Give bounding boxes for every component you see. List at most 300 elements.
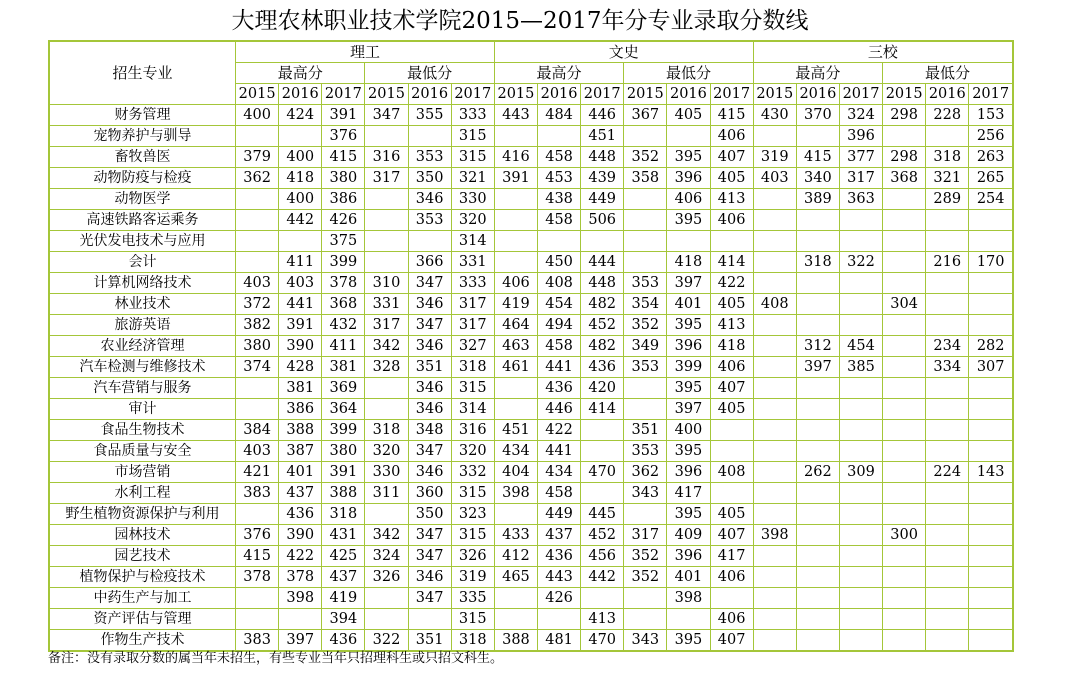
- score-cell: 263: [969, 147, 1013, 168]
- score-cell: 343: [624, 483, 667, 504]
- score-cell: [883, 126, 926, 147]
- score-cell: 415: [322, 147, 365, 168]
- score-cell: 347: [408, 588, 451, 609]
- score-cell: [883, 420, 926, 441]
- score-cell: [926, 483, 969, 504]
- score-cell: 397: [796, 357, 839, 378]
- score-cell: 413: [710, 315, 753, 336]
- table-row: [49, 504, 1013, 525]
- year-header: 2017: [322, 84, 365, 105]
- table-row: [49, 588, 1013, 609]
- score-cell: 318: [796, 252, 839, 273]
- score-cell: [839, 294, 882, 315]
- score-cell: [494, 231, 537, 252]
- score-cell: 381: [322, 357, 365, 378]
- score-cell: 383: [236, 483, 279, 504]
- score-cell: 315: [451, 525, 494, 546]
- score-cell: [796, 420, 839, 441]
- score-cell: 387: [279, 441, 322, 462]
- score-cell: [753, 126, 796, 147]
- score-cell: 309: [839, 462, 882, 483]
- score-cell: 354: [624, 294, 667, 315]
- score-cell: [581, 441, 624, 462]
- score-cell: [753, 210, 796, 231]
- score-cell: [753, 609, 796, 630]
- score-cell: 170: [969, 252, 1013, 273]
- score-cell: 409: [667, 525, 710, 546]
- score-cell: [796, 231, 839, 252]
- major-name-cell: 食品质量与安全: [49, 441, 236, 462]
- score-cell: 265: [969, 168, 1013, 189]
- table-row: [49, 567, 1013, 588]
- score-cell: [236, 609, 279, 630]
- score-cell: [839, 231, 882, 252]
- score-cell: [883, 231, 926, 252]
- table-row: [49, 210, 1013, 231]
- score-cell: 351: [408, 630, 451, 652]
- score-cell: 484: [538, 105, 581, 126]
- score-cell: 312: [796, 336, 839, 357]
- score-cell: [365, 210, 408, 231]
- score-cell: [926, 420, 969, 441]
- score-cell: [839, 588, 882, 609]
- score-cell: 395: [667, 315, 710, 336]
- score-cell: [883, 252, 926, 273]
- score-cell: [624, 252, 667, 273]
- score-cell: 324: [365, 546, 408, 567]
- score-cell: [969, 504, 1013, 525]
- score-cell: 453: [538, 168, 581, 189]
- score-cell: 333: [451, 105, 494, 126]
- score-cell: 458: [538, 483, 581, 504]
- score-cell: [494, 189, 537, 210]
- score-cell: 400: [667, 420, 710, 441]
- score-cell: 413: [710, 189, 753, 210]
- score-cell: [494, 252, 537, 273]
- table-row: [49, 357, 1013, 378]
- table-row: [49, 315, 1013, 336]
- score-cell: [365, 252, 408, 273]
- score-cell: [624, 609, 667, 630]
- score-cell: 366: [408, 252, 451, 273]
- score-cell: 349: [624, 336, 667, 357]
- score-cell: 298: [883, 147, 926, 168]
- score-cell: 390: [279, 525, 322, 546]
- score-cell: 382: [236, 315, 279, 336]
- score-cell: 262: [796, 462, 839, 483]
- score-cell: 441: [279, 294, 322, 315]
- score-cell: [926, 210, 969, 231]
- score-cell: 353: [624, 273, 667, 294]
- score-cell: [365, 609, 408, 630]
- score-cell: [538, 231, 581, 252]
- score-cell: [883, 210, 926, 231]
- score-cell: [408, 231, 451, 252]
- score-cell: 396: [839, 126, 882, 147]
- table-row: [49, 609, 1013, 630]
- year-header: 2016: [796, 84, 839, 105]
- score-cell: 395: [667, 504, 710, 525]
- major-name-cell: 旅游英语: [49, 315, 236, 336]
- score-cell: 400: [236, 105, 279, 126]
- score-cell: [883, 630, 926, 652]
- score-cell: 346: [408, 378, 451, 399]
- score-cell: 411: [322, 336, 365, 357]
- score-cell: 452: [581, 525, 624, 546]
- score-cell: 381: [279, 378, 322, 399]
- score-cell: [753, 504, 796, 525]
- score-cell: 406: [710, 609, 753, 630]
- score-cell: [753, 588, 796, 609]
- score-cell: [581, 231, 624, 252]
- score-cell: 346: [408, 462, 451, 483]
- score-cell: 481: [538, 630, 581, 652]
- score-cell: 342: [365, 336, 408, 357]
- major-name-cell: 中药生产与加工: [49, 588, 236, 609]
- score-cell: 370: [796, 105, 839, 126]
- score-cell: 463: [494, 336, 537, 357]
- score-cell: [494, 126, 537, 147]
- table-row: [49, 147, 1013, 168]
- score-cell: [365, 504, 408, 525]
- score-cell: 317: [451, 294, 494, 315]
- score-cell: 398: [667, 588, 710, 609]
- score-cell: 417: [667, 483, 710, 504]
- score-cell: [365, 588, 408, 609]
- score-cell: [839, 315, 882, 336]
- major-name-cell: 光伏发电技术与应用: [49, 231, 236, 252]
- group-header-science: 理工: [236, 41, 495, 63]
- score-cell: 216: [926, 252, 969, 273]
- score-cell: [926, 546, 969, 567]
- major-name-cell: 林业技术: [49, 294, 236, 315]
- score-cell: 465: [494, 567, 537, 588]
- score-cell: [926, 399, 969, 420]
- score-cell: 396: [667, 168, 710, 189]
- subgroup-header-min: 最低分: [883, 63, 1013, 84]
- score-cell: 340: [796, 168, 839, 189]
- score-cell: 437: [279, 483, 322, 504]
- score-cell: 383: [236, 630, 279, 652]
- year-header: 2015: [753, 84, 796, 105]
- score-cell: 391: [494, 168, 537, 189]
- score-cell: 346: [408, 336, 451, 357]
- score-cell: [494, 378, 537, 399]
- score-cell: [883, 567, 926, 588]
- score-cell: [969, 399, 1013, 420]
- table-row: [49, 525, 1013, 546]
- score-cell: [365, 231, 408, 252]
- major-name-cell: 高速铁路客运乘务: [49, 210, 236, 231]
- score-cell: 398: [279, 588, 322, 609]
- score-cell: 405: [667, 105, 710, 126]
- score-cell: 426: [538, 588, 581, 609]
- score-cell: 363: [839, 189, 882, 210]
- score-cell: 446: [538, 399, 581, 420]
- score-cell: [710, 588, 753, 609]
- score-cell: 378: [236, 567, 279, 588]
- score-cell: [581, 420, 624, 441]
- score-cell: 343: [624, 630, 667, 652]
- score-cell: 432: [322, 315, 365, 336]
- major-name-cell: 动物医学: [49, 189, 236, 210]
- score-cell: 396: [667, 546, 710, 567]
- score-cell: [624, 504, 667, 525]
- score-cell: 434: [494, 441, 537, 462]
- score-cell: [753, 252, 796, 273]
- score-cell: [883, 588, 926, 609]
- score-cell: 454: [839, 336, 882, 357]
- score-cell: [710, 420, 753, 441]
- score-cell: 320: [451, 210, 494, 231]
- score-cell: [494, 210, 537, 231]
- score-cell: 506: [581, 210, 624, 231]
- score-cell: 482: [581, 336, 624, 357]
- score-cell: [883, 609, 926, 630]
- score-cell: 323: [451, 504, 494, 525]
- score-cell: [408, 609, 451, 630]
- score-cell: 405: [710, 504, 753, 525]
- subgroup-header-max: 最高分: [236, 63, 365, 84]
- score-cell: 346: [408, 294, 451, 315]
- score-cell: [753, 462, 796, 483]
- score-cell: 433: [494, 525, 537, 546]
- score-cell: 411: [279, 252, 322, 273]
- score-cell: [969, 378, 1013, 399]
- score-cell: 368: [322, 294, 365, 315]
- table-row: [49, 294, 1013, 315]
- major-name-cell: 计算机网络技术: [49, 273, 236, 294]
- score-cell: 318: [926, 147, 969, 168]
- year-header: 2015: [365, 84, 408, 105]
- score-cell: 388: [279, 420, 322, 441]
- table-row: [49, 336, 1013, 357]
- score-cell: 353: [408, 147, 451, 168]
- score-cell: 422: [538, 420, 581, 441]
- score-cell: [839, 441, 882, 462]
- score-cell: 318: [365, 420, 408, 441]
- score-cell: 334: [926, 357, 969, 378]
- score-cell: 399: [322, 420, 365, 441]
- score-cell: 482: [581, 294, 624, 315]
- score-cell: 375: [322, 231, 365, 252]
- score-cell: [796, 525, 839, 546]
- table-row: [49, 483, 1013, 504]
- score-cell: [753, 336, 796, 357]
- score-cell: [279, 231, 322, 252]
- score-cell: 360: [408, 483, 451, 504]
- score-cell: 456: [581, 546, 624, 567]
- score-cell: [581, 588, 624, 609]
- score-cell: 335: [451, 588, 494, 609]
- score-cell: 386: [322, 189, 365, 210]
- score-cell: 380: [236, 336, 279, 357]
- score-cell: [710, 483, 753, 504]
- score-cell: 362: [624, 462, 667, 483]
- score-cell: 384: [236, 420, 279, 441]
- score-cell: [365, 399, 408, 420]
- major-name-cell: 资产评估与管理: [49, 609, 236, 630]
- score-cell: 397: [667, 399, 710, 420]
- score-cell: 405: [710, 399, 753, 420]
- major-name-cell: 汽车营销与服务: [49, 378, 236, 399]
- score-cell: [408, 126, 451, 147]
- score-cell: [279, 126, 322, 147]
- score-cell: 430: [753, 105, 796, 126]
- score-cell: [883, 336, 926, 357]
- score-cell: 310: [365, 273, 408, 294]
- table-row: [49, 378, 1013, 399]
- score-cell: [839, 567, 882, 588]
- score-cell: 254: [969, 189, 1013, 210]
- score-cell: 418: [667, 252, 710, 273]
- major-column-header: 招生专业: [49, 41, 236, 105]
- score-cell: [796, 273, 839, 294]
- score-cell: 403: [753, 168, 796, 189]
- score-cell: 454: [538, 294, 581, 315]
- major-name-cell: 野生植物资源保护与利用: [49, 504, 236, 525]
- score-cell: 228: [926, 105, 969, 126]
- score-cell: 422: [279, 546, 322, 567]
- score-cell: [969, 315, 1013, 336]
- score-cell: 395: [667, 630, 710, 652]
- score-cell: 342: [365, 525, 408, 546]
- score-cell: 388: [494, 630, 537, 652]
- score-cell: [839, 483, 882, 504]
- major-name-cell: 宠物养护与驯导: [49, 126, 236, 147]
- score-cell: 442: [581, 567, 624, 588]
- score-cell: 406: [667, 189, 710, 210]
- score-cell: 351: [408, 357, 451, 378]
- score-cell: [624, 378, 667, 399]
- table-row: [49, 399, 1013, 420]
- score-cell: 314: [451, 231, 494, 252]
- score-cell: 494: [538, 315, 581, 336]
- score-cell: 317: [624, 525, 667, 546]
- score-cell: 437: [538, 525, 581, 546]
- score-cell: 385: [839, 357, 882, 378]
- score-cell: [969, 588, 1013, 609]
- score-cell: [839, 210, 882, 231]
- score-cell: 407: [710, 378, 753, 399]
- score-cell: [796, 294, 839, 315]
- score-cell: [753, 420, 796, 441]
- score-cell: 379: [236, 147, 279, 168]
- score-cell: [969, 273, 1013, 294]
- table-row: [49, 252, 1013, 273]
- score-cell: 448: [581, 147, 624, 168]
- score-cell: 318: [322, 504, 365, 525]
- score-cell: 353: [624, 357, 667, 378]
- score-cell: 331: [451, 252, 494, 273]
- subgroup-header-max: 最高分: [753, 63, 882, 84]
- score-cell: 398: [753, 525, 796, 546]
- table-row: [49, 168, 1013, 189]
- score-cell: [883, 357, 926, 378]
- score-cell: 143: [969, 462, 1013, 483]
- score-cell: 315: [451, 609, 494, 630]
- score-cell: [494, 504, 537, 525]
- score-cell: 396: [667, 336, 710, 357]
- score-cell: 406: [710, 210, 753, 231]
- score-cell: 386: [279, 399, 322, 420]
- score-cell: 439: [581, 168, 624, 189]
- score-cell: 362: [236, 168, 279, 189]
- score-cell: [969, 630, 1013, 652]
- score-cell: [926, 609, 969, 630]
- score-cell: 380: [322, 441, 365, 462]
- score-cell: 316: [451, 420, 494, 441]
- subgroup-header-min: 最低分: [365, 63, 494, 84]
- score-cell: [667, 231, 710, 252]
- score-cell: 326: [451, 546, 494, 567]
- score-cell: 347: [408, 525, 451, 546]
- score-cell: 304: [883, 294, 926, 315]
- page-title: 大理农林职业技术学院2015—2017年分专业录取分数线: [231, 8, 809, 34]
- score-cell: 436: [322, 630, 365, 652]
- score-cell: 319: [753, 147, 796, 168]
- score-cell: 300: [883, 525, 926, 546]
- score-cell: 415: [236, 546, 279, 567]
- year-header: 2015: [494, 84, 537, 105]
- score-cell: [883, 273, 926, 294]
- score-cell: 443: [538, 567, 581, 588]
- score-cell: 346: [408, 189, 451, 210]
- score-cell: 436: [581, 357, 624, 378]
- header-row-groups: [49, 41, 1013, 63]
- score-cell: 311: [365, 483, 408, 504]
- admission-score-table: [48, 40, 1014, 652]
- score-cell: [796, 126, 839, 147]
- score-cell: 327: [451, 336, 494, 357]
- score-cell: 347: [365, 105, 408, 126]
- score-cell: 399: [322, 252, 365, 273]
- score-cell: 347: [408, 441, 451, 462]
- score-cell: [753, 231, 796, 252]
- score-cell: 347: [408, 546, 451, 567]
- score-cell: 322: [839, 252, 882, 273]
- score-cell: [710, 441, 753, 462]
- score-cell: 397: [279, 630, 322, 652]
- score-cell: 315: [451, 126, 494, 147]
- score-cell: 395: [667, 147, 710, 168]
- score-cell: [926, 294, 969, 315]
- score-cell: [839, 525, 882, 546]
- score-cell: [236, 399, 279, 420]
- year-header: 2017: [710, 84, 753, 105]
- score-cell: 331: [365, 294, 408, 315]
- score-cell: [236, 126, 279, 147]
- score-cell: 461: [494, 357, 537, 378]
- score-cell: 418: [710, 336, 753, 357]
- score-cell: 352: [624, 315, 667, 336]
- score-cell: 451: [581, 126, 624, 147]
- score-cell: 450: [538, 252, 581, 273]
- score-cell: [236, 189, 279, 210]
- score-cell: 449: [538, 504, 581, 525]
- score-cell: 452: [581, 315, 624, 336]
- score-cell: 464: [494, 315, 537, 336]
- score-cell: 408: [753, 294, 796, 315]
- score-cell: 317: [365, 315, 408, 336]
- score-cell: 399: [667, 357, 710, 378]
- score-cell: 407: [710, 525, 753, 546]
- score-cell: 315: [451, 147, 494, 168]
- score-cell: 401: [667, 294, 710, 315]
- score-cell: 395: [667, 378, 710, 399]
- major-name-cell: 汽车检测与维修技术: [49, 357, 236, 378]
- score-cell: [839, 504, 882, 525]
